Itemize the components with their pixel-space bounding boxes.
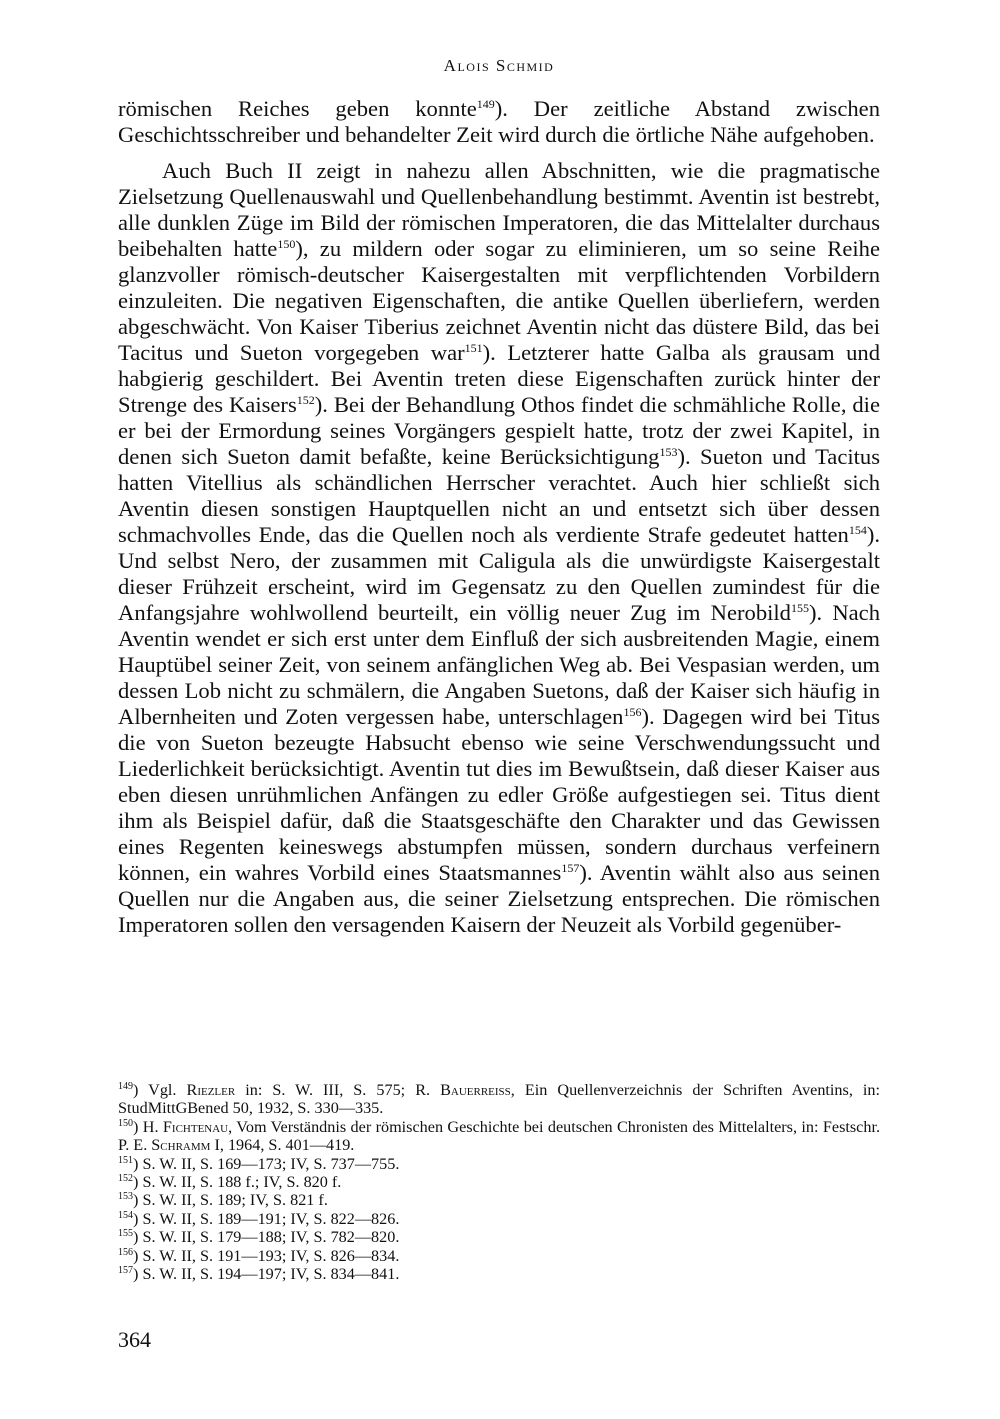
text-segment: ), zu mildern oder sogar zu eliminieren, um so seine Reihe glanzvoller römisch-deutscher Kaisergestalten mit verpflichtenden Vorbildern einzuleiten. Die negativen Eigenschaften, die antike Quellen überliefern, werden abgeschwächt. Von Kaiser Tiberius zeichnet Aventin nicht das düstere Bild, das bei Tacitus und Sueton vorgegeben war bbox=[118, 236, 880, 365]
footnote-ref-151: 151 bbox=[464, 341, 483, 355]
text-segment: ). Letzterer hatte Galba als grausam und habgierig geschildert. Bei Aventin treten diese Eigenschaften zurück hinter der Strenge des Kaisers bbox=[118, 340, 880, 417]
footnote-text: S. W. II, S. 189—191; IV, S. 822—826. bbox=[142, 1209, 400, 1228]
text-segment: ). Bei der Behandlung Othos findet die schmähliche Rolle, die er bei der Ermordung seines Vorgängers gespielt hatte, trotz der zwei Kapitel, in denen sich Sueton damit befaßte, keine Berücksichtigung bbox=[118, 392, 880, 469]
footnote-ref-157: 157 bbox=[561, 861, 580, 875]
footnote-text: S. W. II, S. 169—173; IV, S. 737—755. bbox=[142, 1154, 400, 1173]
footnote-text: , Vom Verständnis der römischen Geschichte bei deutschen Chronisten des Mittelalters, in: Festschr. P. E. bbox=[118, 1117, 880, 1155]
footnote-154: $^{154}$) S. W. II, S. 189—191; IV, S. 822—826. bbox=[118, 1209, 400, 1228]
text-segment: ). Nach Aventin wendet er sich erst unter dem Einfluß der sich ausbreitenden Magie, einem Hauptübel seiner Zeit, von seinem anfänglichen Weg ab. Bei Vespasian werden, um dessen Lob nicht zu schmälern, die Angaben Suetons, daß der Kaiser sich häufig in Albernheiten und Zoten vergessen habe, unterschlagen bbox=[118, 600, 880, 729]
footnote-number: 150 bbox=[118, 1117, 133, 1129]
footnote-number: 156 bbox=[118, 1246, 133, 1258]
main-text bbox=[118, 96, 880, 938]
footnote-number: 153 bbox=[118, 1191, 133, 1203]
text-segment: ). Aventin wählt also aus seinen Quellen nur die Angaben aus, die seiner Zielsetzung entsprechen. Die römischen Imperatoren sollen den versagenden Kaisern der Neuzeit als Vorbild gegenüber- bbox=[118, 860, 880, 937]
paragraph-1 bbox=[118, 96, 880, 148]
footnote-ref-150: 150 bbox=[277, 237, 296, 251]
footnote-155: $^{155}$) S. W. II, S. 179—188; IV, S. 782—820. bbox=[118, 1228, 400, 1247]
paragraph-2 bbox=[118, 158, 880, 938]
footnotes bbox=[118, 1081, 880, 1283]
footnote-ref-153: 153 bbox=[659, 445, 678, 459]
footnote-ref-154: 154 bbox=[848, 523, 867, 537]
footnote-number: 151 bbox=[118, 1154, 133, 1166]
footnote-text: S. W. II, S. 189; IV, S. 821 f. bbox=[142, 1191, 328, 1210]
footnote-text: Vgl. bbox=[148, 1081, 187, 1099]
footnote-156: $^{156}$) S. W. II, S. 191—193; IV, S. 826—834. bbox=[118, 1246, 400, 1265]
footnote-157: $^{157}$) S. W. II, S. 194—197; IV, S. 834—841. bbox=[118, 1265, 400, 1284]
author-name: Fichtenau bbox=[162, 1117, 229, 1136]
footnote-number: 157 bbox=[118, 1265, 133, 1277]
footnote-149: $^{149}$) Vgl. Riezler in: S. W. III, S. 575; R. Bauerreiss, Ein Quellenverzeichnis der Schriften Aventins, in: StudMittGBened 50, 1932, S. 330—335. bbox=[118, 1081, 880, 1118]
footnote-151: $^{151}$) S. W. II, S. 169—173; IV, S. 737—755. bbox=[118, 1154, 400, 1173]
footnote-number: 154 bbox=[118, 1209, 133, 1221]
footnote-text: I, 1964, S. 401—419. bbox=[210, 1136, 355, 1155]
text-segment: ). Dagegen wird bei Titus die von Sueton bezeugte Habsucht ebenso wie seine Verschwendungssucht und Liederlichkeit berücksichtigt. Aventin tut dies im Bewußtsein, daß dieser Kaiser aus eben diesen unrühmlichen Anfängen zu edler Größe aufgestiegen sei. Titus dient ihm als Beispiel dafür, daß die Staatsgeschäfte den Charakter und das Gewissen eines Regenten keineswegs abstumpfen müssen, sondern durchaus verfeinern können, ein wahres Vorbild eines Staatsmannes bbox=[118, 704, 880, 885]
footnote-text: S. W. II, S. 191—193; IV, S. 826—834. bbox=[142, 1246, 400, 1265]
author-name: Schramm bbox=[151, 1136, 211, 1155]
footnote-number: 155 bbox=[118, 1228, 133, 1240]
text-segment: ). Der zeitliche Abstand zwischen Geschichtsschreiber und behandelter Zeit wird durch die örtliche Nähe aufgehoben. bbox=[118, 96, 880, 147]
page-number: 364 bbox=[118, 1327, 151, 1352]
text-segment: ). Und selbst Nero, der zusammen mit Caligula als die unwürdigste Kaisergestalt dieser Frühzeit erscheint, wird im Gegensatz zu den Quellen zumindest für die Anfangsjahre wohlwollend beurteilt, ein völlig neuer Zug im Nerobild bbox=[118, 522, 880, 625]
footnote-ref-155: 155 bbox=[790, 601, 809, 615]
footnote-text: S. W. II, S. 179—188; IV, S. 782—820. bbox=[142, 1228, 400, 1247]
footnote-152: $^{152}$) S. W. II, S. 188 f.; IV, S. 820 f. bbox=[118, 1173, 342, 1192]
author-name: Riezler bbox=[186, 1081, 236, 1099]
footnote-ref-156: 156 bbox=[623, 705, 642, 719]
text-segment: ). Sueton und Tacitus hatten Vitellius als schändlichen Herrscher verachtet. Auch hier schließt sich Aventin diesen sonstigen Hauptquellen nicht an und entsetzt sich über dessen schmachvolles Ende, das die Quellen noch als verdiente Strafe gedeutet hatten bbox=[118, 444, 880, 547]
footnote-153: $^{153}$) S. W. II, S. 189; IV, S. 821 f. bbox=[118, 1191, 328, 1210]
running-header: Alois Schmid bbox=[443, 56, 555, 75]
footnote-number: 149 bbox=[118, 1081, 133, 1092]
page bbox=[118, 56, 880, 1284]
footnote-text: S. W. II, S. 194—197; IV, S. 834—841. bbox=[142, 1265, 400, 1284]
text-segment: römischen Reiches geben konnte bbox=[118, 96, 477, 121]
author-name: Bauerreiss bbox=[440, 1081, 511, 1099]
footnote-text: , Ein Quellenverzeichnis der Schriften Aventins, in: StudMittGBened 50, 1932, S. 330—335. bbox=[118, 1081, 880, 1118]
footnote-text: S. W. II, S. 188 f.; IV, S. 820 f. bbox=[142, 1173, 342, 1192]
footnote-number: 152 bbox=[118, 1173, 133, 1185]
footnote-text: H. bbox=[142, 1117, 163, 1136]
footnote-ref-152: 152 bbox=[296, 393, 315, 407]
footnote-150: $^{150}$) H. Fichtenau, Vom Verständnis der römischen Geschichte bei deutschen Chronisten des Mittelalters, in: Festschr. P. E. Schramm I, 1964, S. 401—419. bbox=[118, 1117, 880, 1155]
text-segment: Auch Buch II zeigt in nahezu allen Abschnitten, wie die pragmatische Zielsetzung Quellenauswahl und Quellenbehandlung bestimmt. Aventin ist bestrebt, alle dunklen Züge im Bild der römischen Imperatoren, die das Mittelalter durchaus beibehalten hatte bbox=[118, 158, 880, 261]
footnote-ref-149: 149 bbox=[476, 97, 495, 111]
footnote-text: in: S. W. III, S. 575; R. bbox=[235, 1081, 441, 1099]
